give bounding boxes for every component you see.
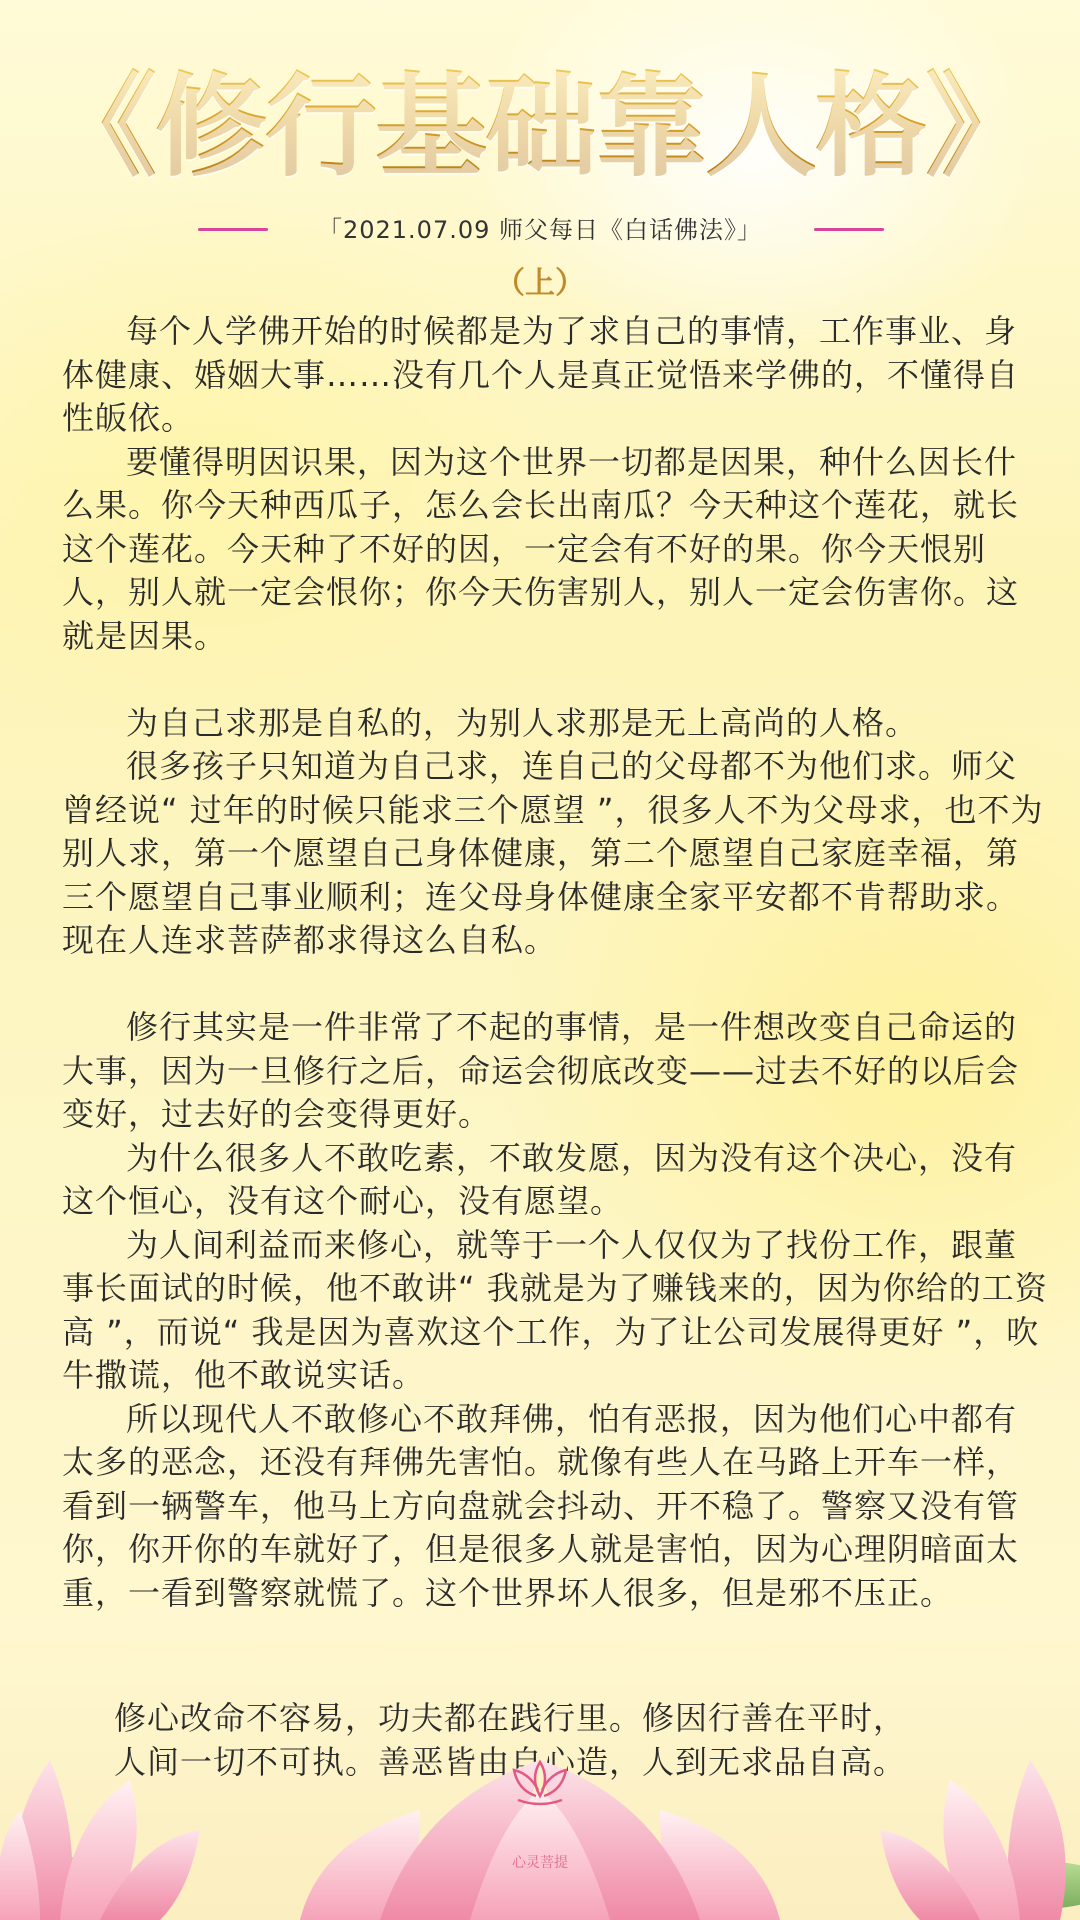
decorative-line-right <box>814 228 884 231</box>
paragraph-gap <box>62 658 1048 702</box>
article-body <box>62 310 1048 1615</box>
lotus-flower-right <box>880 1760 1080 1920</box>
paragraph: 很多孩子只知道为自己求，连自己的父母都不为他们求。师父曾经说“ 过年的时候只能求三个愿望 ”，很多人不为父母求，也不为别人求，第一个愿望自己身体健康，第二个愿望自己家庭幸福，第三个愿望自己事业顺利；连父母身体健康全家平安都不肯帮助求。现在人连求菩萨都求得这么自私。 <box>62 747 1044 959</box>
logo-text: 心灵菩提 <box>512 1855 568 1871</box>
subtitle-row <box>0 210 1080 250</box>
paragraph: 为什么很多人不敢吃素，不敢发愿，因为没有这个决心，没有这个恒心，没有这个耐心，没有愿望。 <box>62 1138 1018 1220</box>
paragraph: 所以现代人不敢修心不敢拜佛，怕有恶报，因为他们心中都有太多的恶念，还没有拜佛先害怕。就像有些人在马路上开车一样，看到一辆警车，他马上方向盘就会抖动、开不稳了。警察又没有管你，你开你的车就好了，但是很多人就是害怕，因为心理阴暗面太重，一看到警察就慌了。这个世界坏人很多，但是邪不压正。 <box>62 1399 1020 1612</box>
page-title: 《修行基础靠人格》 <box>0 62 1080 192</box>
paragraph: 要懂得明因识果，因为这个世界一切都是因果，种什么因长什么果。你今天种西瓜子，怎么会长出南瓜？今天种这个莲花，就长这个莲花。今天种了不好的因，一定会有不好的果。你今天恨别人，别人就一定会恨你；你今天伤害别人，别人一定会伤害你。这就是因果。 <box>62 442 1020 655</box>
lotus-flower-left <box>0 1760 200 1920</box>
part-label: （上） <box>495 266 585 301</box>
verse-line-2: 人间一切不可执。善恶皆由自心造，人到无求品自高。 <box>114 1743 907 1781</box>
paragraph: 为自己求那是自私的，为别人求那是无上高尚的人格。 <box>126 703 919 742</box>
subtitle: 「2021.07.09 师父每日《白话佛法》」 <box>317 216 763 244</box>
paragraph-gap <box>62 963 1048 1007</box>
paragraph: 修行其实是一件非常了不起的事情，是一件想改变自己命运的大事，因为一旦修行之后，命运会彻底改变——过去不好的以后会变好，过去好的会变得更好。 <box>62 1008 1020 1133</box>
verse-line-1: 修心改命不容易，功夫都在践行里。修因行善在平时， <box>114 1699 907 1737</box>
paragraph: 为人间利益而来修心，就等于一个人仅仅为了找份工作，跟董事长面试的时候，他不敢讲“ 我就是为了赚钱来的，因为你给的工资高 ”，而说“ 我是因为喜欢这个工作，为了让公司发展得更好 ”，吹牛撒谎，他不敢说实话。 <box>62 1225 1048 1394</box>
lotus-flower-center <box>300 1760 780 1920</box>
lotus-decoration <box>0 1720 1080 1920</box>
paragraph: 每个人学佛开始的时候都是为了求自己的事情，工作事业、身体健康、婚姻大事……没有几个人是真正觉悟来学佛的，不懂得自性皈依。 <box>62 312 1020 437</box>
